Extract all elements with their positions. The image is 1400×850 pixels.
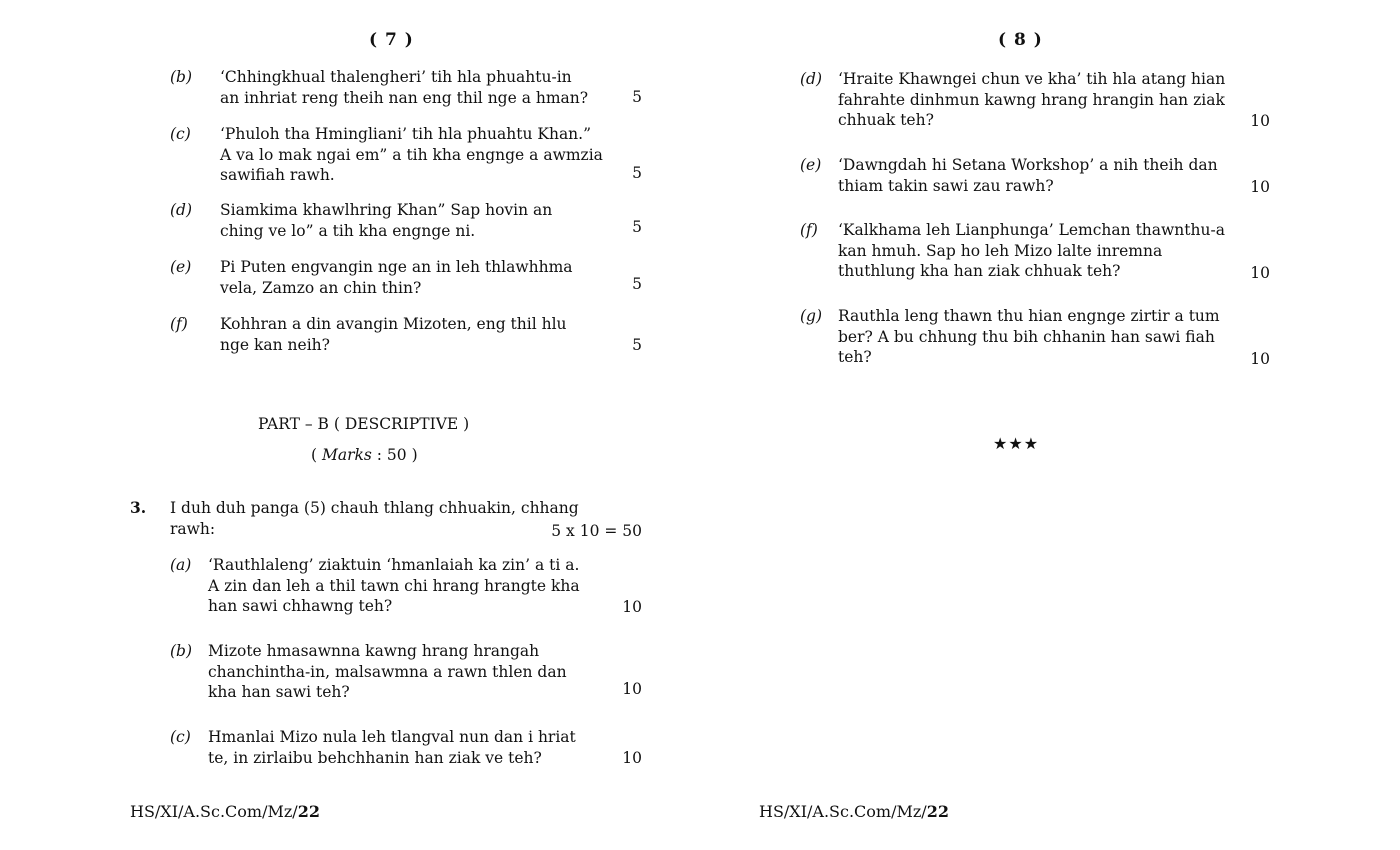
question-text [220, 200, 601, 241]
footer-number: 22 [297, 802, 320, 821]
question-label: (b) [170, 642, 193, 660]
question-line: ‘Rauthlaleng’ ziaktuin ‘hmanlaiah ka zin’ a ti a. [208, 556, 580, 574]
question-item [800, 69, 1270, 133]
question-label: (f) [170, 315, 188, 333]
question-item [170, 124, 642, 188]
question-label: (a) [170, 556, 192, 574]
question-line: sawifiah rawh. [220, 166, 335, 184]
footer-number: 22 [926, 802, 949, 821]
question-line: vela, Zamzo an chin thin? [220, 278, 422, 297]
question-text [838, 306, 1230, 368]
question-line: Hmanlai Mizo nula leh tlangval nun dan i hriat [208, 728, 576, 746]
question-text [208, 727, 601, 768]
question-marks: 10 [1250, 178, 1270, 196]
question-marks: 5 [632, 164, 642, 182]
question-line: thiam takin sawi zau rawh? [838, 176, 1054, 195]
question-line: fahrahte dinhmun kawng hrang hrangin han ziak [838, 90, 1225, 109]
question-label: (d) [170, 201, 193, 219]
question-item [170, 257, 642, 301]
question-label: (b) [170, 68, 193, 86]
question-item [800, 220, 1270, 284]
footer-code: HS/XI/A.Sc.Com/Mz/ [130, 802, 298, 821]
question-marks: 10 [1250, 350, 1270, 368]
question-line: teh? [838, 348, 872, 366]
question-marks: 5 [632, 88, 642, 106]
question-3-stem [170, 498, 642, 542]
question-item [800, 306, 1270, 370]
question-line: chhuak teh? [838, 111, 934, 129]
part-b-marks-rest: : 50 ) [371, 446, 418, 464]
question-3-marks: 5 x 10 = 50 [551, 522, 642, 540]
question-line: Rauthla leng thawn thu hian engnge zirtir a tum [838, 307, 1220, 325]
question-line: chanchintha-in, malsawmna a rawn thlen dan [208, 662, 567, 681]
question-line: ‘Chhingkhual thalengheri’ tih hla phuahtu-in [220, 68, 572, 86]
question-label: (c) [170, 125, 191, 143]
question-text [838, 220, 1230, 282]
question-text [208, 555, 601, 617]
question-line: te, in zirlaibu behchhanin han ziak ve teh? [208, 748, 542, 767]
question-label: (g) [800, 307, 823, 325]
question-text [220, 314, 601, 355]
question-line: ‘Dawngdah hi Setana Workshop’ a nih theih dan [838, 156, 1218, 174]
question-line: A zin dan leh a thil tawn chi hrang hrangte kha [208, 576, 580, 595]
subquestion-item [170, 641, 642, 705]
question-item [170, 67, 642, 111]
question-label: (e) [170, 258, 192, 276]
question-line: thuthlung kha han ziak chhuak teh? [838, 262, 1121, 280]
question-line: ‘Hraite Khawngei chun ve kha’ tih hla atang hian [838, 70, 1226, 88]
question-line: ching ve lo” a tih kha engnge ni. [220, 221, 476, 240]
end-of-paper-stars: ★★★ [993, 434, 1040, 453]
question-text [838, 69, 1230, 131]
part-b-marks-open: ( [311, 446, 322, 464]
question-label: (f) [800, 221, 818, 239]
question-line: ber? A bu chhung thu bih chhanin han sawi fiah [838, 327, 1215, 346]
page-number-right: ( 8 ) [998, 30, 1043, 50]
question-item [170, 314, 642, 358]
question-text [838, 155, 1230, 196]
question-line: kan hmuh. Sap ho leh Mizo lalte inremna [838, 241, 1163, 260]
question-label: (d) [800, 70, 823, 88]
question-line: ‘Phuloh tha Hmingliani’ tih hla phuahtu Khan.” [220, 125, 592, 143]
part-b-title: PART – B ( DESCRIPTIVE ) [258, 415, 470, 433]
question-line: Siamkima khawlhring Khan” Sap hovin an [220, 201, 553, 219]
question-line: nge kan neih? [220, 335, 330, 354]
footer-code: HS/XI/A.Sc.Com/Mz/ [759, 802, 927, 821]
question-line: Kohhran a din avangin Mizoten, eng thil hlu [220, 315, 567, 333]
page-number-left: ( 7 ) [369, 30, 414, 50]
question-marks: 10 [622, 749, 642, 767]
question-text [170, 498, 601, 539]
subquestion-item [170, 555, 642, 619]
question-marks: 10 [1250, 112, 1270, 130]
question-label: (e) [800, 156, 822, 174]
footer-left [130, 802, 320, 821]
question-line: rawh: [170, 519, 216, 538]
subquestion-item [170, 727, 642, 771]
question-marks: 5 [632, 275, 642, 293]
question-text [220, 67, 601, 108]
question-text [220, 257, 601, 298]
question-text [208, 641, 601, 703]
footer-right [759, 802, 949, 821]
question-label: (c) [170, 728, 191, 746]
question-3-number: 3. [130, 498, 147, 517]
question-line: han sawi chhawng teh? [208, 597, 393, 615]
question-line: kha han sawi teh? [208, 683, 350, 701]
question-marks: 10 [1250, 264, 1270, 282]
question-line: A va lo mak ngai em” a tih kha engnge a awmzia [220, 145, 603, 164]
question-marks: 5 [632, 218, 642, 236]
question-line: an inhriat reng theih nan eng thil nge a hman? [220, 88, 589, 107]
question-marks: 5 [632, 336, 642, 354]
question-marks: 10 [622, 598, 642, 616]
question-item [170, 200, 642, 244]
question-text [220, 124, 601, 186]
question-item [800, 155, 1270, 199]
question-line: I duh duh panga (5) chauh thlang chhuakin, chhang [170, 499, 579, 517]
part-b-marks [311, 446, 418, 464]
question-line: ‘Kalkhama leh Lianphunga’ Lemchan thawnthu-a [838, 221, 1225, 239]
part-b-marks-word: Marks [321, 446, 372, 464]
question-marks: 10 [622, 680, 642, 698]
question-line: Mizote hmasawnna kawng hrang hrangah [208, 642, 540, 660]
question-line: Pi Puten engvangin nge an in leh thlawhhma [220, 258, 573, 276]
